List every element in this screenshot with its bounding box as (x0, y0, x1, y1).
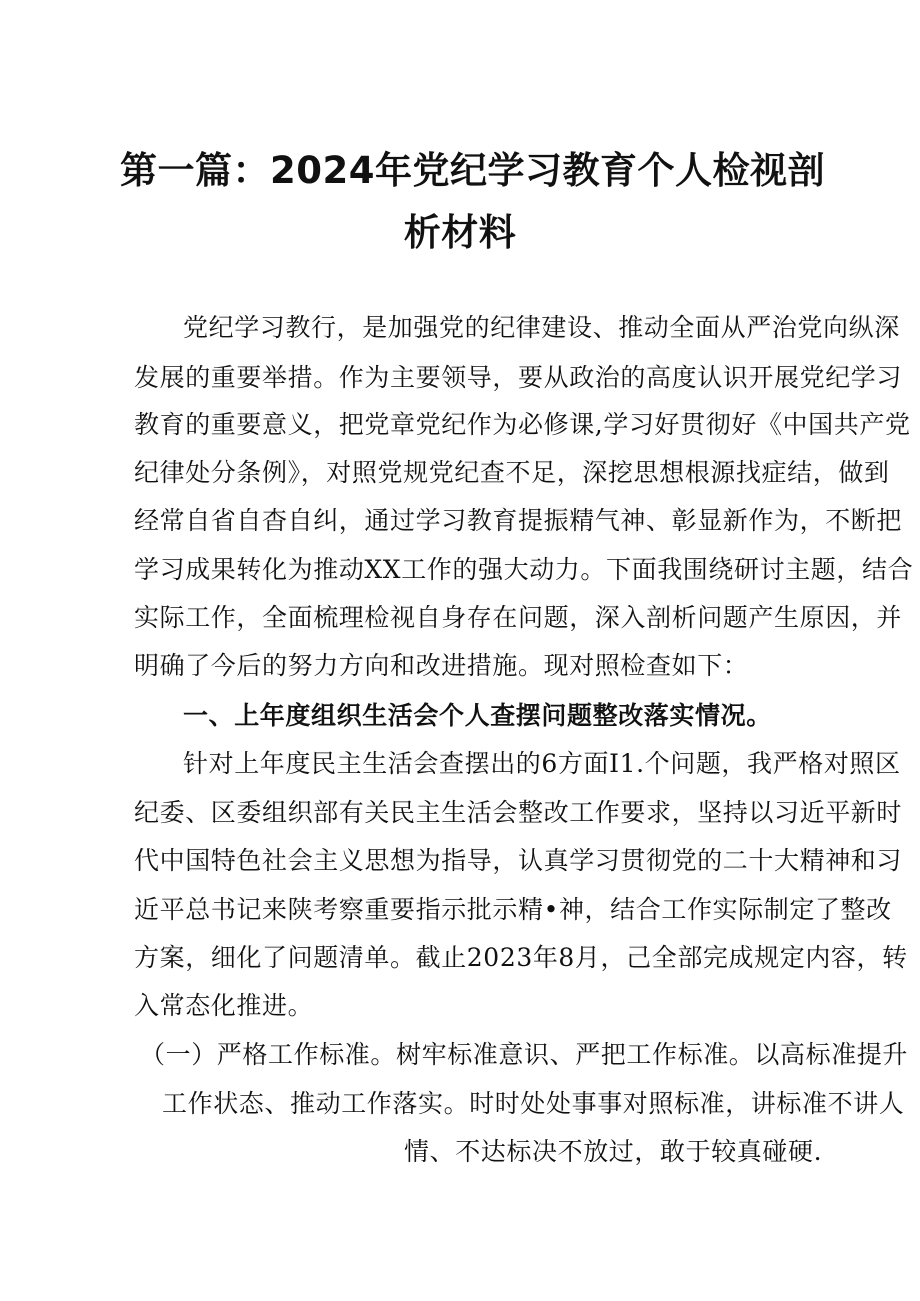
section-paragraph-line: 代中国特色社会主义思想为指导，认真学习贯彻党的二十大精神和习 (134, 846, 903, 875)
section-paragraph-line: 纪委、区委组织部有关民主生活会整改工作要求，坚持以习近平新时 (134, 798, 903, 827)
intro-paragraph-line: 学习成果转化为推动XX工作的强大动力。下面我围绕研讨主题，结合 (134, 555, 914, 584)
intro-paragraph-line: 党纪学习教行，是加强党的纪律建设、推动全面从严治党向纵深 (183, 313, 900, 342)
subsection-line: （一）严格工作标准。树牢标准意识、严把工作标准。以高标准提升 (140, 1040, 909, 1069)
intro-paragraph-line: 发展的重要举措。作为主要领导，要从政治的高度认识开展党纪学习 (134, 363, 903, 392)
section-paragraph-line: 针对上年度民主生活会查摆出的6方面I1.个问题，我严格对照区 (183, 749, 901, 778)
section-paragraph-line: 入常态化推进。 (134, 991, 314, 1020)
intro-paragraph-line: 纪律处分条例》，对照党规党纪查不足，深挖思想根源找症结，做到 (134, 458, 890, 487)
section-paragraph-line: 方案，细化了问题清单。截止2023年8月，己全部完成规定内容，转 (134, 943, 908, 972)
intro-paragraph-line: 经常自省自杳自纠，通过学习教育提振精气神、彰显新作为，不断把 (134, 506, 903, 535)
document-title-line-1: 第一篇：2024年党纪学习教育个人检视剖 (120, 149, 825, 192)
section-heading: 一、上年度组织生活会个人查摆问题整改落实情况。 (183, 701, 772, 730)
intro-paragraph-line: 实际工作，全面梳理检视自身存在问题，深入剖析问题产生原因，并 (134, 603, 903, 632)
intro-paragraph-line: 教育的重要意义，把党章党纪作为必修课,学习好贯彻好《中国共产党 (134, 410, 911, 439)
subsection-line: 工作状态、推动工作落实。时时处处事事对照标准，讲标准不讲人 (162, 1089, 905, 1118)
document-title-line-2: 析材料 (403, 211, 517, 254)
intro-paragraph-line: 明确了今后的努力方向和改进措施。现对照检查如下： (134, 651, 749, 680)
subsection-line: 情、不达标决不放过，敢于较真碰硬. (404, 1137, 823, 1166)
section-paragraph-line: 近平总书记来陕考察重要指示批示精•神，结合工作实际制定了整改 (134, 895, 892, 924)
